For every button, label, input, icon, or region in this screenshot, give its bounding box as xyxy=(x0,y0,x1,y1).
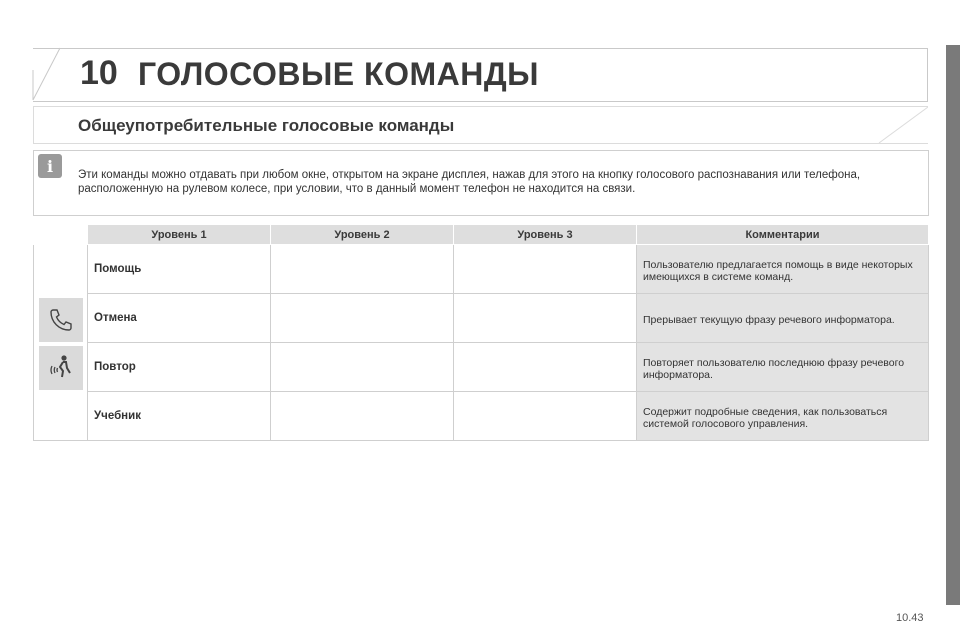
chapter-title: ГОЛОСОВЫЕ КОМАНДЫ xyxy=(138,56,539,92)
table-row xyxy=(34,245,929,294)
row-help-level3 xyxy=(454,245,637,294)
row-repeat-level1: Повтор xyxy=(88,343,271,392)
section-title: Общеупотребительные голосовые команды xyxy=(78,116,455,135)
row-tutorial-comment: Содержит подробные сведения, как пользоваться системой голосового управления. xyxy=(637,392,929,441)
table-header-icon-column xyxy=(34,225,88,245)
row-cancel-comment: Прерывает текущую фразу речевого информатора. xyxy=(637,294,929,343)
info-text: Эти команды можно отдавать при любом окне, открытом на экране дисплея, нажав для этого на кнопку голосового распознавания или телефона, расположенную на рулевом колесе, при условии, что в данный момент телефон не находится на связи. xyxy=(78,169,861,195)
row-tutorial-level1: Учебник xyxy=(88,392,271,441)
side-tab-bar xyxy=(946,45,960,605)
row-cancel-level1: Отмена xyxy=(88,294,271,343)
table-row xyxy=(34,343,929,392)
info-icon: i xyxy=(38,154,62,178)
row-cancel-level3 xyxy=(454,294,637,343)
row-repeat-level3 xyxy=(454,343,637,392)
row-help-comment: Пользователю предлагается помощь в виде некоторых имеющихся в системе команд. xyxy=(637,245,929,294)
table-header-row xyxy=(34,225,929,245)
table-header-level1: Уровень 1 xyxy=(88,225,271,245)
row-tutorial-level3 xyxy=(454,392,637,441)
voice-command-icon xyxy=(46,353,76,383)
row-help-level2 xyxy=(271,245,454,294)
phone-icon-tile xyxy=(39,298,83,342)
row-help-level1: Помощь xyxy=(88,245,271,294)
voice-commands-table xyxy=(33,224,929,441)
chapter-corner-decoration xyxy=(0,0,60,105)
row-tutorial-level2 xyxy=(271,392,454,441)
row-cancel-level2 xyxy=(271,294,454,343)
chapter-number: 10 xyxy=(80,54,118,92)
table-header-level2: Уровень 2 xyxy=(271,225,454,245)
table-header-comments: Комментарии xyxy=(637,225,929,245)
row-repeat-comment: Повторяет пользователю последнюю фразу речевого информатора. xyxy=(637,343,929,392)
table-row xyxy=(34,392,929,441)
row-repeat-level2 xyxy=(271,343,454,392)
table-header-level3: Уровень 3 xyxy=(454,225,637,245)
command-icons-cell xyxy=(34,245,88,441)
page-number: 10.43 xyxy=(896,612,924,624)
voice-command-icon-tile xyxy=(39,346,83,390)
table-row xyxy=(34,294,929,343)
phone-icon xyxy=(48,307,74,333)
